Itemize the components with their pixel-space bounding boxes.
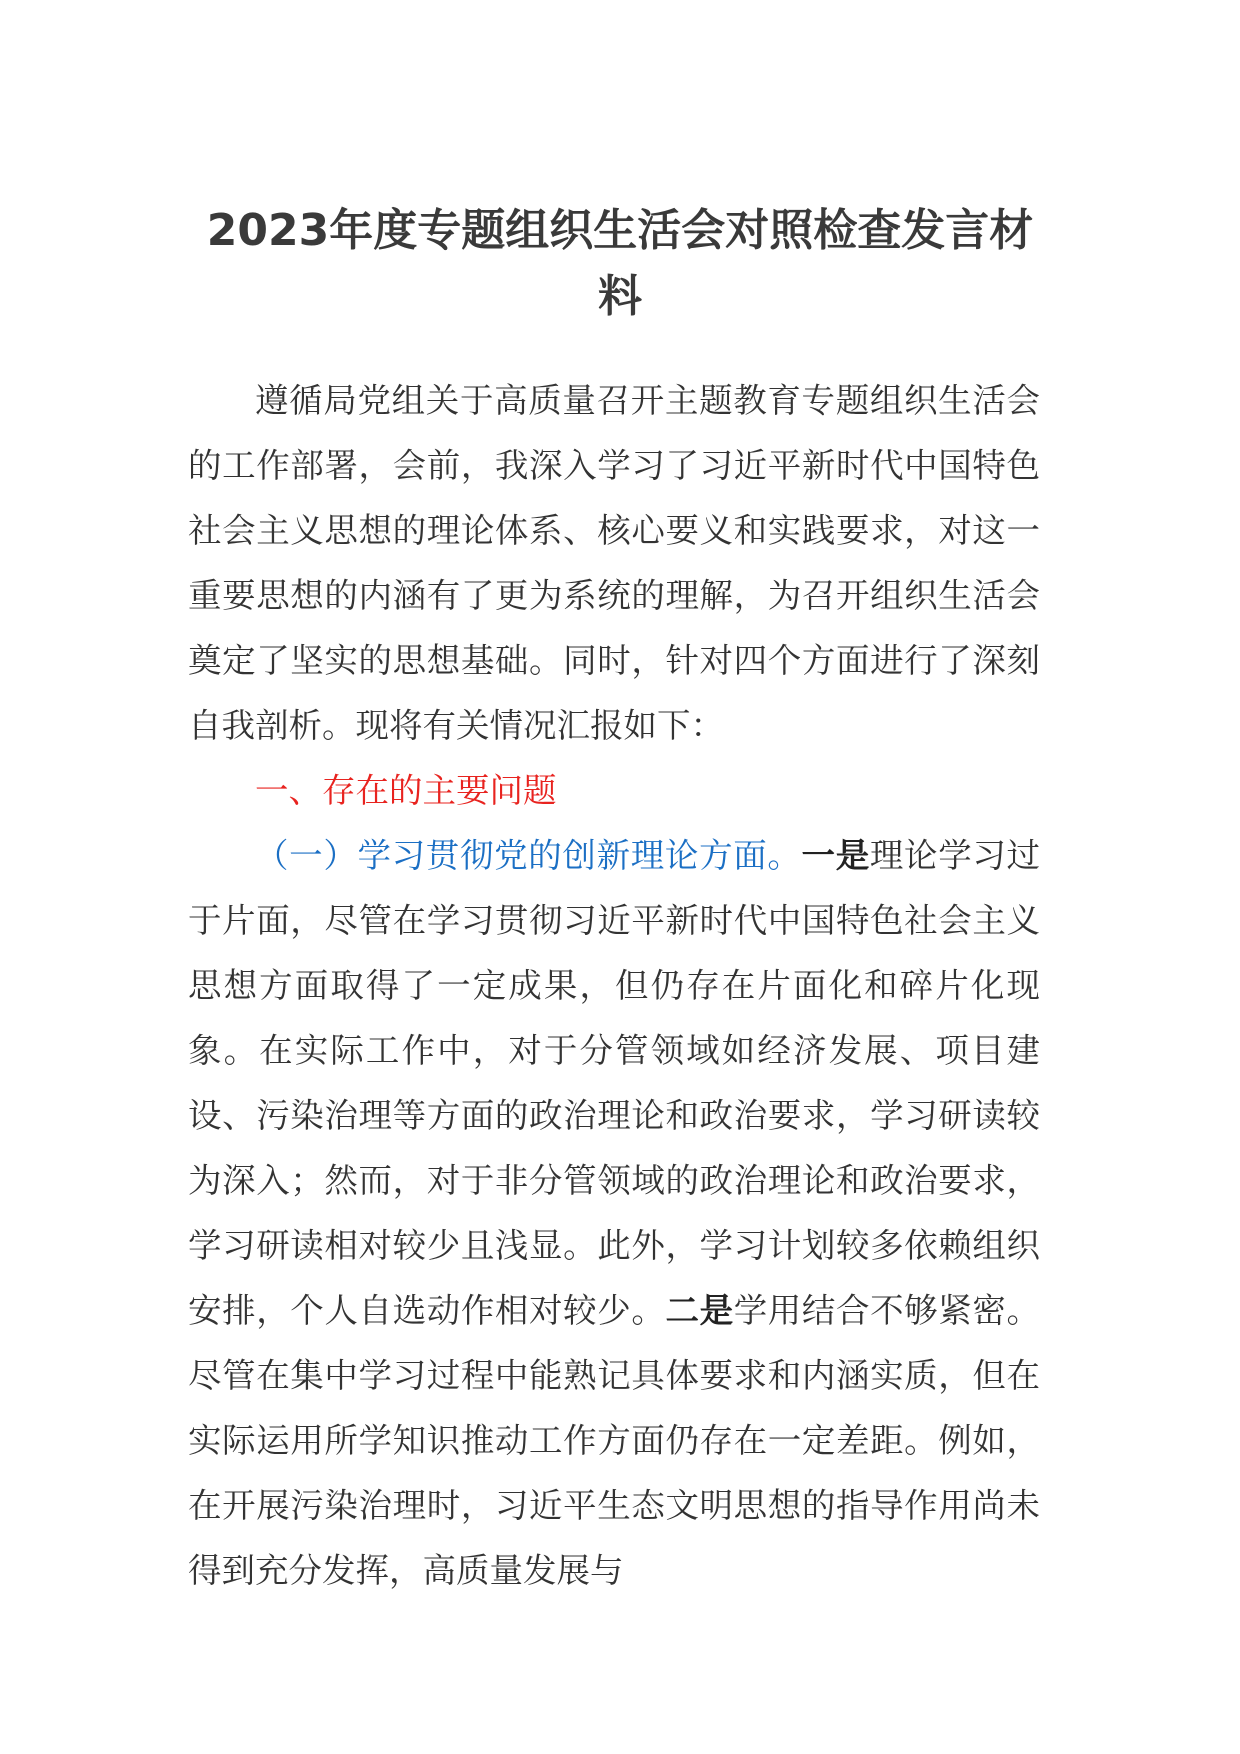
subsection-paragraph [188,823,1040,1603]
subsection-heading-theory: （一）学习贯彻党的创新理论方面。 [255,836,802,875]
section-heading-problems: 一、存在的主要问题 [255,771,557,810]
intro-paragraph: 遵循局党组关于高质量召开主题教育专题组织生活会的工作部署，会前，我深入学习了习近平新时代中国特色社会主义思想的理论体系、核心要义和实践要求，对这一重要思想的内涵有了更为系统的理解，为召开组织生活会奠定了坚实的思想基础。同时，针对四个方面进行了深刻自我剖析。现将有关情况汇报如下： [188,381,1040,745]
point-two-text: 学用结合不够紧密。尽管在集中学习过程中能熟记具体要求和内涵实质，但在实际运用所学知识推动工作方面仍存在一定差距。例如，在开展污染治理时，习近平生态文明思想的指导作用尚未得到充分发挥，高质量发展与 [188,1291,1041,1590]
point-two-label: 二是 [665,1291,734,1330]
document-body [188,368,1040,1603]
document-title: 2023年度专题组织生活会对照检查发言材料 [206,205,1034,322]
point-one-label: 一是 [801,836,870,875]
point-one-text: 理论学习过于片面，尽管在学习贯彻习近平新时代中国特色社会主义思想方面取得了一定成果，但仍存在片面化和碎片化现象。在实际工作中，对于分管领域如经济发展、项目建设、污染治理等方面的政治理论和政治要求，学习研读较为深入；然而，对于非分管领域的政治理论和政治要求，学习研读相对较少且浅显。此外，学习计划较多依赖组织安排，个人自选动作相对较少。 [188,836,1041,1330]
